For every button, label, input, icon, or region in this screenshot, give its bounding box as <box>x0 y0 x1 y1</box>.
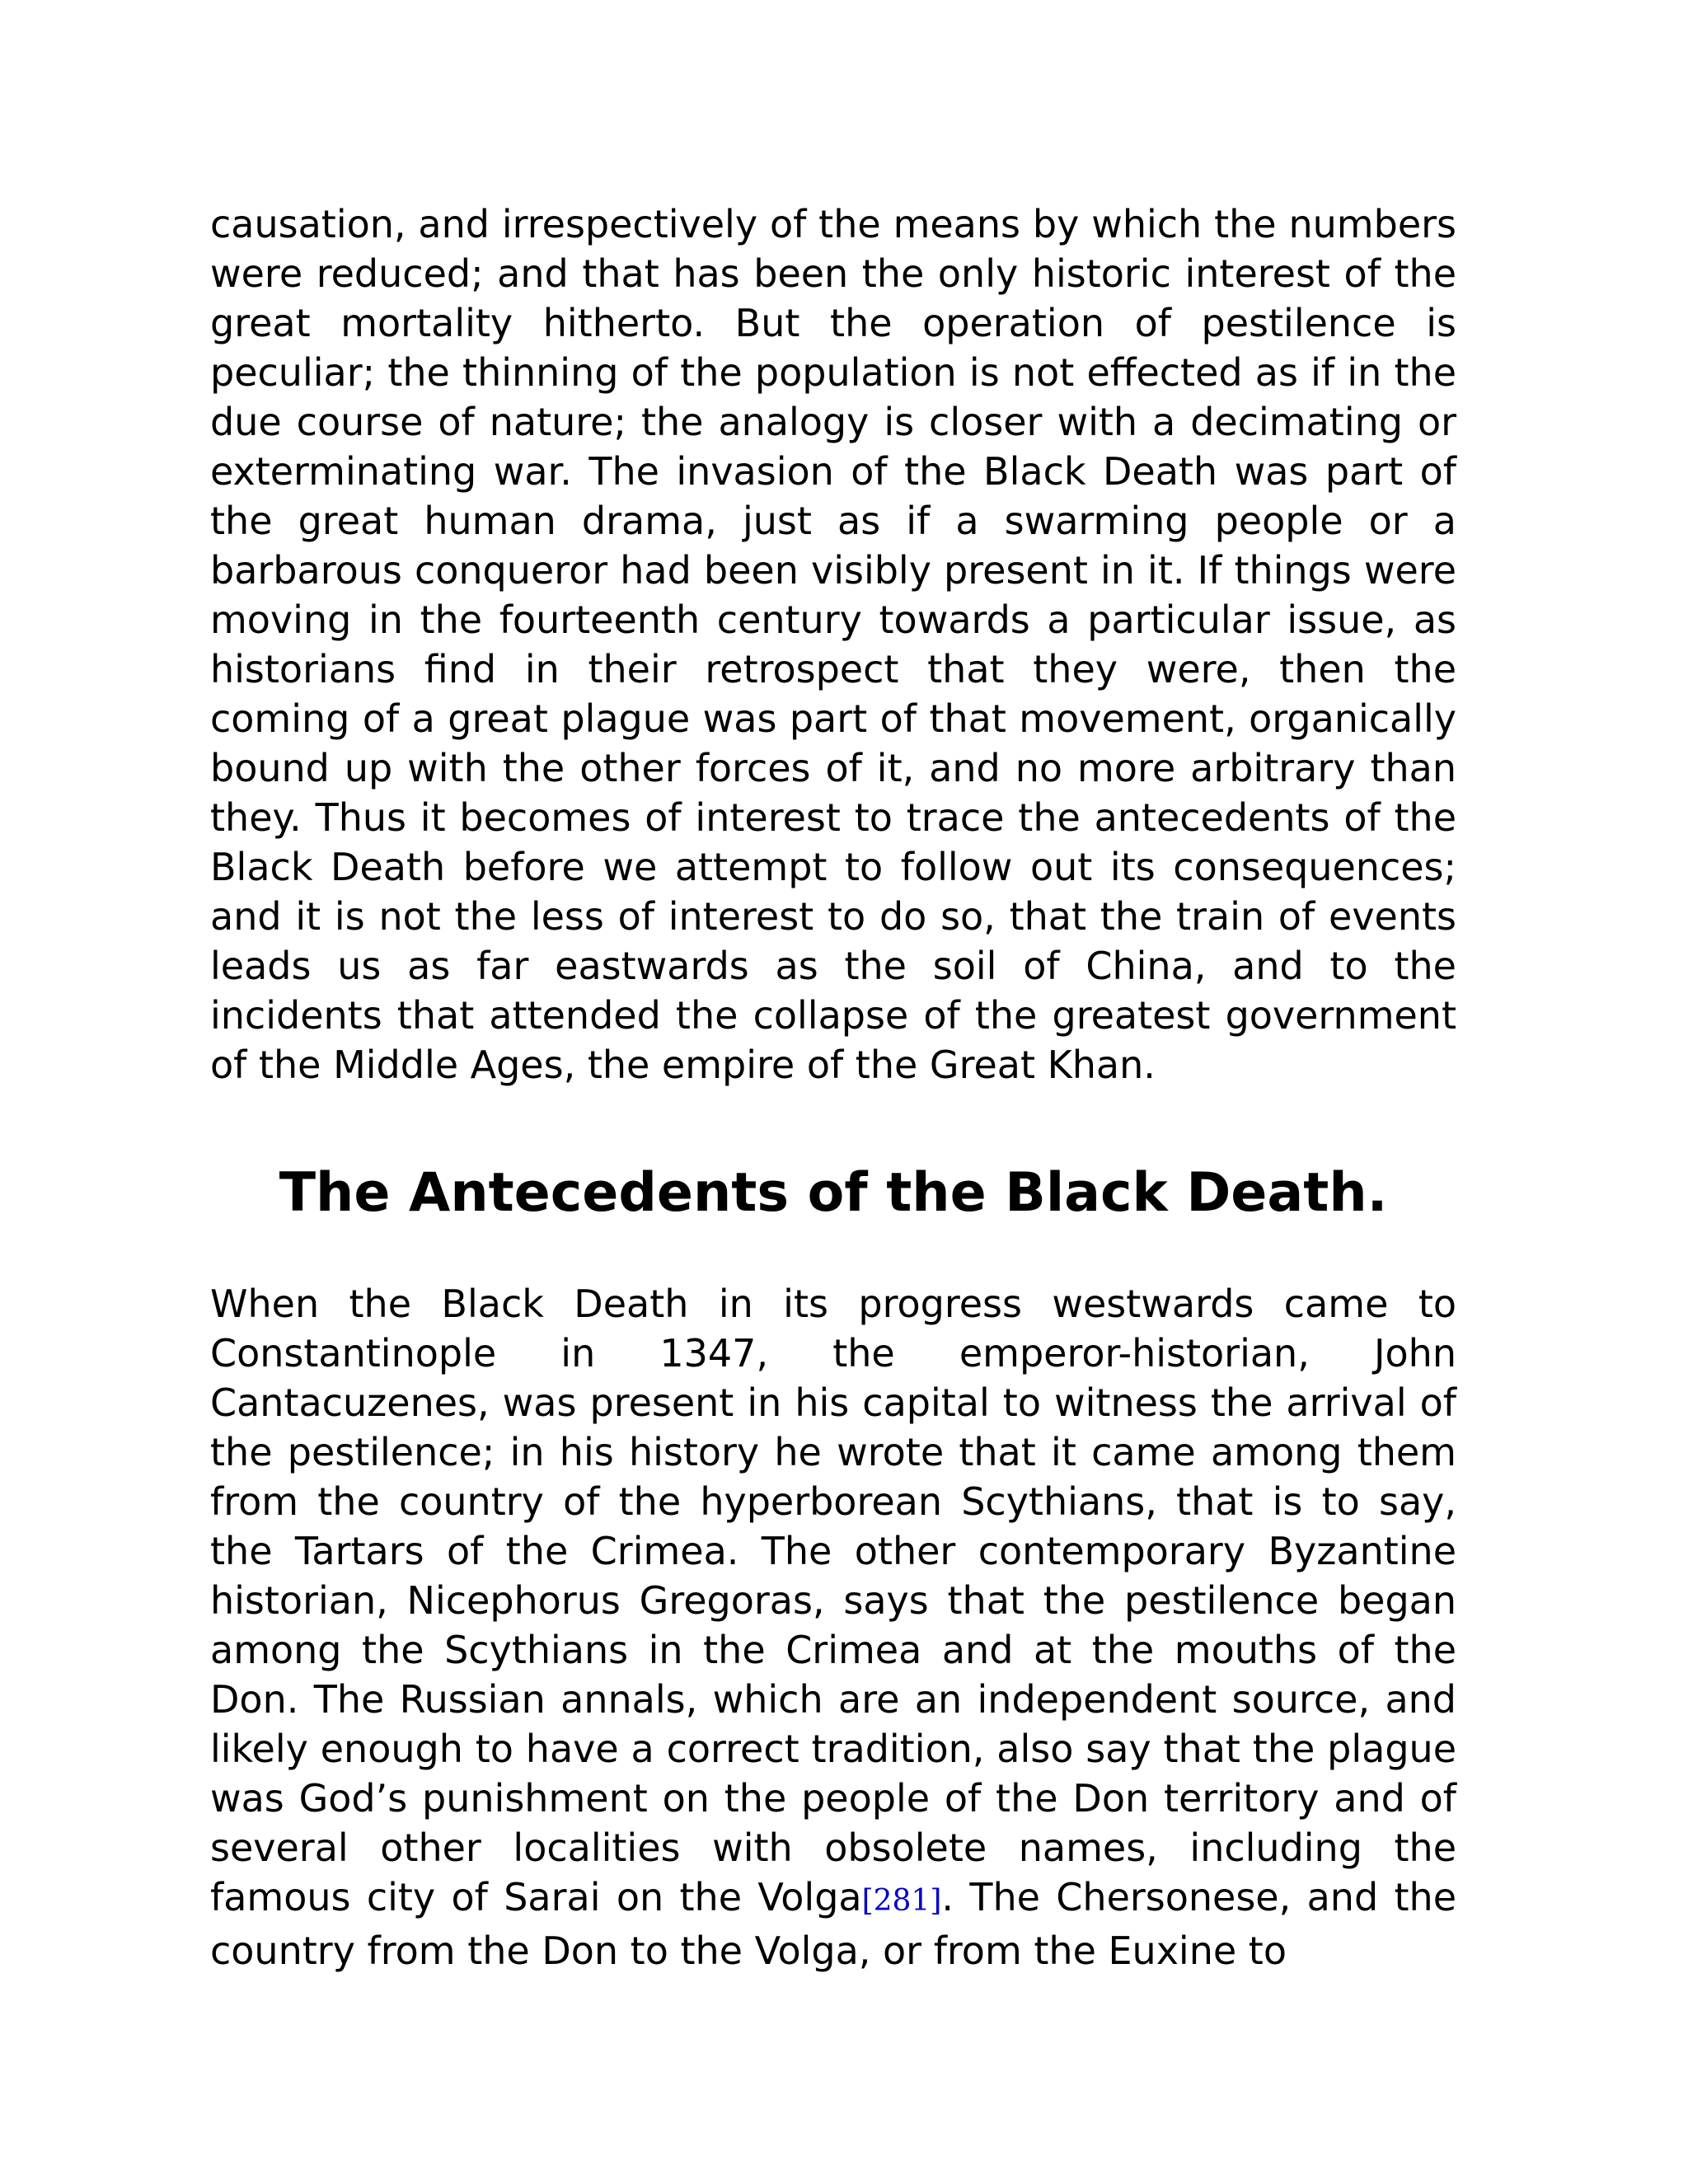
body-paragraph <box>210 1279 1456 1975</box>
body-paragraph-continued: causation, and irrespectively of the means by which the numbers were reduced; and that has been the only historic interest of the great mortality hitherto. But the operation of pestilence is peculiar; the thinning of the population is not effected as if in the due course of nature; the analogy is closer with a decimating or exterminating war. The invasion of the Black Death was part of the great human drama, just as if a swarming people or a barbarous conqueror had been visibly present in it. If things were moving in the fourteenth century towards a particular issue, as historians find in their retrospect that they were, then the coming of a great plague was part of that movement, organically bound up with the other forces of it, and no more arbitrary than they. Thus it becomes of interest to trace the antecedents of the Black Death before we attempt to follow out its consequences; and it is not the less of interest to do so, that the train of events leads us as far eastwards as the soil of China, and to the incidents that attended the collapse of the greatest government of the Middle Ages, the empire of the Great Khan. <box>210 202 1456 1087</box>
paragraph-text-continued: . The Chersonese, and the country from the Don to the Volga, or from the Euxine to <box>210 1875 1456 1973</box>
paragraph-text: When the Black Death in its progress westwards came to Constantinople in 1347, the emperor-historian, John Cantacuzenes, was present in his capital to witness the arrival of the pestilence; in his history he wrote that it came among them from the country of the hyperborean Scythians, that is to say, the Tartars of the Crimea. The other contemporary Byzantine historian, Nicephorus Gregoras, says that the pestilence began among the Scythians in the Crimea and at the mouths of the Don. The Russian annals, which are an independent source, and likely enough to have a correct tradition, also say that the plague was God’s punishment on the people of the Don territory and of several other localities with obsolete names, including the famous city of Sarai on the Volga <box>210 1282 1456 1919</box>
footnote-link[interactable]: [281] <box>861 1884 942 1918</box>
section-heading: The Antecedents of the Black Death. <box>279 1162 1388 1224</box>
